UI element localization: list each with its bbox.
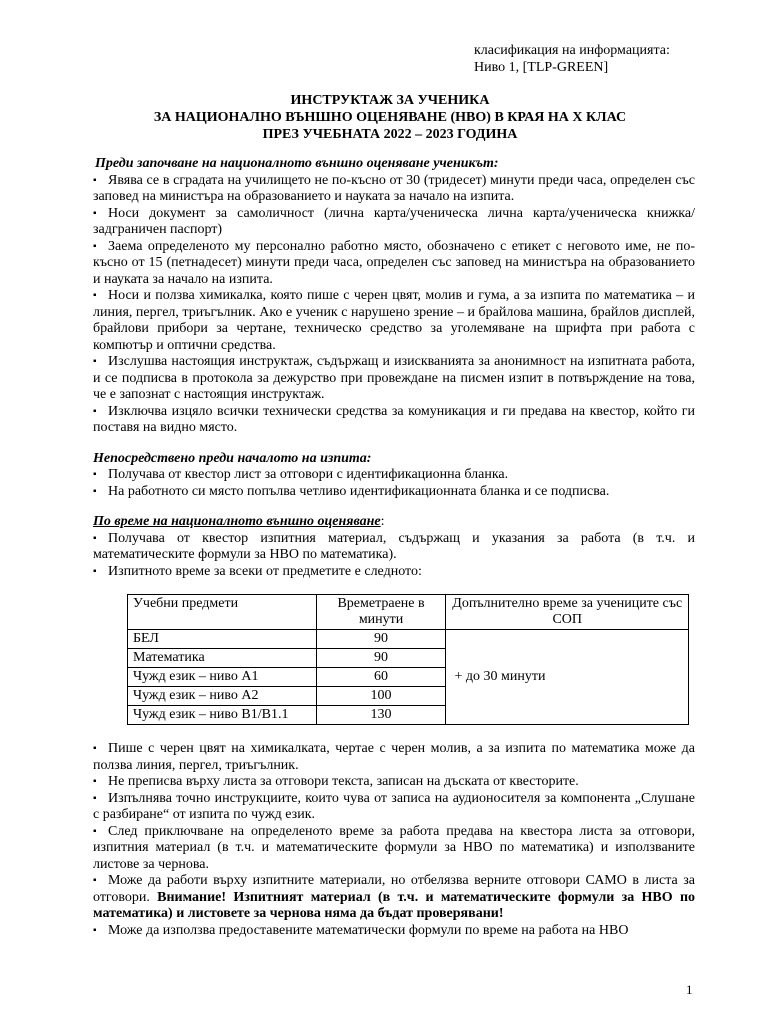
- bullet: ▪: [93, 174, 97, 186]
- bullet: ▪: [93, 485, 97, 497]
- minutes-cell: 60: [316, 668, 446, 687]
- warning-text: Внимание! Изпитният материал (в т.ч. и математическите формули за НВО по математика) и листовете за чернова няма да бъдат проверявани!: [93, 889, 696, 921]
- title-line-2: ЗА НАЦИОНАЛНО ВЪНШНО ОЦЕНЯВАНЕ (НВО) В КРАЯ НА Х КЛАС: [153, 110, 627, 125]
- list-item: ▪ След приключване на определеното време за работа предава на квестора листа за отговори, изпитния материал (в т.ч. и математическите формули за НВО по математика) и използваните листове за чернова.: [93, 823, 695, 872]
- page-number: 1: [686, 982, 693, 997]
- list-item: ▪ Носи документ за самоличност (лична карта/ученическа лична карта/ученическа книжка/задграничен паспорт): [93, 205, 695, 237]
- list-item: ▪ Не преписва върху листа за отговори текста, записан на дъската от квесторите.: [93, 774, 579, 789]
- header-duration: Времетраене в минути: [316, 595, 446, 630]
- list-item: ▪ Получава от квестор лист за отговори с идентификационна бланка.: [93, 467, 509, 482]
- bullet: ▪: [93, 792, 97, 804]
- subject-cell: Чужд език – ниво В1/В1.1: [128, 706, 317, 725]
- list-item: ▪ Получава от квестор изпитния материал, съдържащ и указания за работа (в т.ч. и математическите формули за НВО по математика).: [93, 530, 695, 562]
- list-item-warning: ▪ Може да работи върху изпитните материали, но отбелязва верните отговори САМО в листа за отговори. Внимание! Изпитният материал (в т.ч. и математическите формули за НВО по математика) и листовете за чернова няма да бъдат проверявани!: [93, 873, 696, 921]
- table-header-row: [128, 595, 689, 630]
- header-extra-time: Допълнително време за учениците със СОП: [446, 595, 689, 630]
- bullet: ▪: [93, 825, 97, 837]
- bullet: ▪: [93, 405, 97, 417]
- bullet: ▪: [93, 532, 97, 544]
- section-heading-before-exam: Преди започване на националното външно оценяване ученикът:: [95, 156, 499, 171]
- list-item: ▪ Заема определеното му персонално работно място, обозначено с етикет с неговото име, не по-късно от 15 (петнадесет) минути преди часа, определен със заповед на министъра на образованието и науката за начало на изпита.: [93, 238, 695, 287]
- bullet: ▪: [93, 776, 97, 787]
- minutes-cell: 90: [316, 630, 446, 649]
- document-title: [90, 92, 690, 143]
- list-item: ▪ На работното си място попълва четливо идентификационната бланка и се подписва.: [93, 483, 610, 499]
- extra-time-cell: + до 30 минути: [446, 630, 689, 725]
- section-heading-during-exam: По време на националното външно оценяване:: [93, 514, 385, 529]
- subject-cell: БЕЛ: [128, 630, 317, 649]
- table-row: [128, 630, 689, 649]
- list-item: ▪ Изслушва настоящия инструктаж, съдържащ и изискванията за анонимност на изпитната работа, и се подписва в протокола за дежурство при провеждане на писмен изпит в потвърждение на това, че е запознат с настоящия инструктаж.: [93, 354, 695, 402]
- list-item: ▪ Може да използва предоставените математически формули по време на работа на НВО: [93, 922, 629, 938]
- subject-cell: Математика: [128, 649, 317, 668]
- list-item: ▪ Изпълнява точно инструкциите, които чува от записа на аудионосителя за компонента „Слушане с разбиране“ от изпита по чужд език.: [93, 790, 695, 822]
- bullet: ▪: [93, 469, 97, 480]
- bullet: ▪: [93, 565, 97, 577]
- bullet: ▪: [93, 875, 97, 886]
- list-item: ▪ Изключва изцяло всички технически средства за комуникация и ги предава на квестор, който ги поставя на видно място.: [93, 403, 695, 435]
- classification-label: класификация на информацията:: [474, 43, 670, 58]
- bullet: ▪: [93, 290, 97, 301]
- bullet: ▪: [93, 743, 97, 754]
- classification-block: [474, 42, 670, 76]
- classification-level: Ниво 1, [TLP-GREEN]: [474, 60, 609, 75]
- list-item: ▪ Явява се в сградата на училището не по-късно от 30 (тридесет) минути преди часа, определен със заповед на министъра на образованието и науката за начало на изпита.: [93, 172, 695, 204]
- list-item: ▪ Пише с черен цвят на химикалката, чертае с черен молив, а за изпита по математика може да ползва линия, пергел, триъгълник.: [93, 741, 695, 773]
- list-item: ▪ Носи и ползва химикалка, която пише с черен цвят, молив и гума, а за изпита по математика – и линия, пергел, триъгълник. Ако е ученик с нарушено зрение – и брайлова машина, брайлов дисплей, брайлови прибори за чертане, техническо средство за уголемяване на шрифта при работа с компютър и оптични средства.: [93, 288, 695, 353]
- bullet: ▪: [93, 924, 97, 936]
- bullet: ▪: [93, 207, 97, 219]
- section-heading-immediately-before: Непосредствено преди началото на изпита:: [93, 450, 372, 466]
- minutes-cell: 90: [316, 649, 446, 668]
- list-item: ▪ Изпитното време за всеки от предметите е следното:: [93, 563, 422, 579]
- title-line-3: ПРЕЗ УЧЕБНАТА 2022 – 2023 ГОДИНА: [262, 127, 518, 142]
- document-body: [93, 156, 695, 939]
- title-line-1: ИНСТРУКТАЖ ЗА УЧЕНИКА: [290, 93, 490, 108]
- minutes-cell: 130: [316, 706, 446, 725]
- bullet: ▪: [93, 356, 97, 367]
- header-subjects: Учебни предмети: [128, 595, 317, 630]
- minutes-cell: 100: [316, 687, 446, 706]
- exam-time-table: [127, 594, 689, 725]
- bullet: ▪: [93, 240, 97, 252]
- subject-cell: Чужд език – ниво А2: [128, 687, 317, 706]
- subject-cell: Чужд език – ниво А1: [128, 668, 317, 687]
